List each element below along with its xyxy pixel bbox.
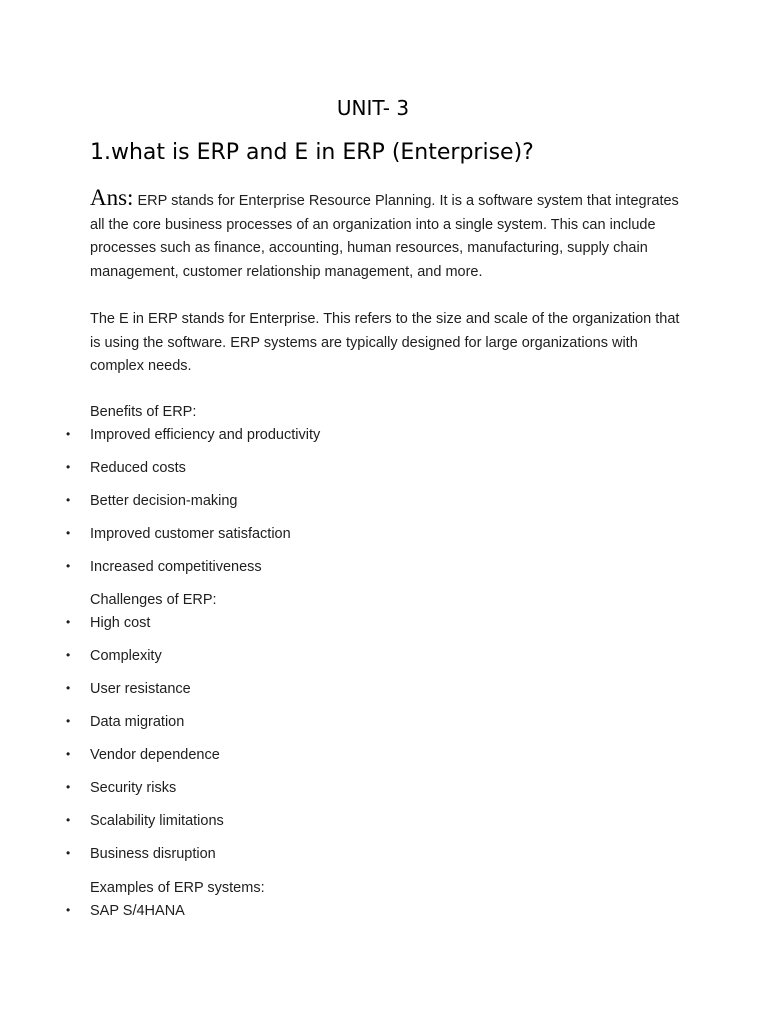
bullet-icon: • — [66, 903, 71, 917]
bullet-icon: • — [66, 714, 71, 728]
answer-text-1: ERP stands for Enterprise Resource Planning. It is a software system that integrates all the core business processes of an organization into a single system. This can include processes such as finance, accounting, human resources, manufacturing, supply chain management, customer relationship management, and more. — [90, 193, 679, 280]
answer-paragraph-2: The E in ERP stands for Enterprise. This refers to the size and scale of the organization that is using the software. ERP systems are typically designed for large organizations with complex needs. — [90, 311, 680, 374]
bullet-icon: • — [66, 493, 71, 507]
list-item-text: High cost — [90, 615, 151, 631]
list-item-text: Vendor dependence — [90, 747, 220, 763]
answer-paragraph-1 — [90, 186, 690, 284]
bullet-icon: • — [66, 648, 71, 662]
list-item-text: Increased competitiveness — [90, 559, 262, 575]
list-item-text: Scalability limitations — [90, 813, 224, 829]
list-item-text: Better decision-making — [90, 493, 238, 509]
question-heading: 1.what is ERP and E in ERP (Enterprise)? — [90, 140, 534, 165]
bullet-icon: • — [66, 780, 71, 794]
challenges-heading: Challenges of ERP: — [90, 592, 217, 608]
list-item-text: Improved customer satisfaction — [90, 526, 291, 542]
list-item-text: Improved efficiency and productivity — [90, 427, 321, 443]
examples-heading: Examples of ERP systems: — [90, 880, 265, 896]
list-item-text: Security risks — [90, 780, 177, 796]
bullet-icon: • — [66, 747, 71, 761]
bullet-icon: • — [66, 460, 71, 474]
list-item-text: SAP S/4HANA — [90, 903, 185, 919]
list-item-text: Reduced costs — [90, 460, 186, 476]
list-item-text: Data migration — [90, 714, 185, 730]
bullet-icon: • — [66, 526, 71, 540]
bullet-icon: • — [66, 846, 71, 860]
unit-title: UNIT- 3 — [336, 96, 410, 120]
list-item-text: User resistance — [90, 681, 191, 697]
bullet-icon: • — [66, 813, 71, 827]
benefits-heading: Benefits of ERP: — [90, 404, 197, 420]
list-item-text: Complexity — [90, 648, 162, 664]
answer-label: Ans: — [90, 185, 134, 210]
bullet-icon: • — [66, 681, 71, 695]
bullet-icon: • — [66, 427, 71, 441]
list-item-text: Business disruption — [90, 846, 216, 862]
bullet-icon: • — [66, 559, 71, 573]
bullet-icon: • — [66, 615, 71, 629]
